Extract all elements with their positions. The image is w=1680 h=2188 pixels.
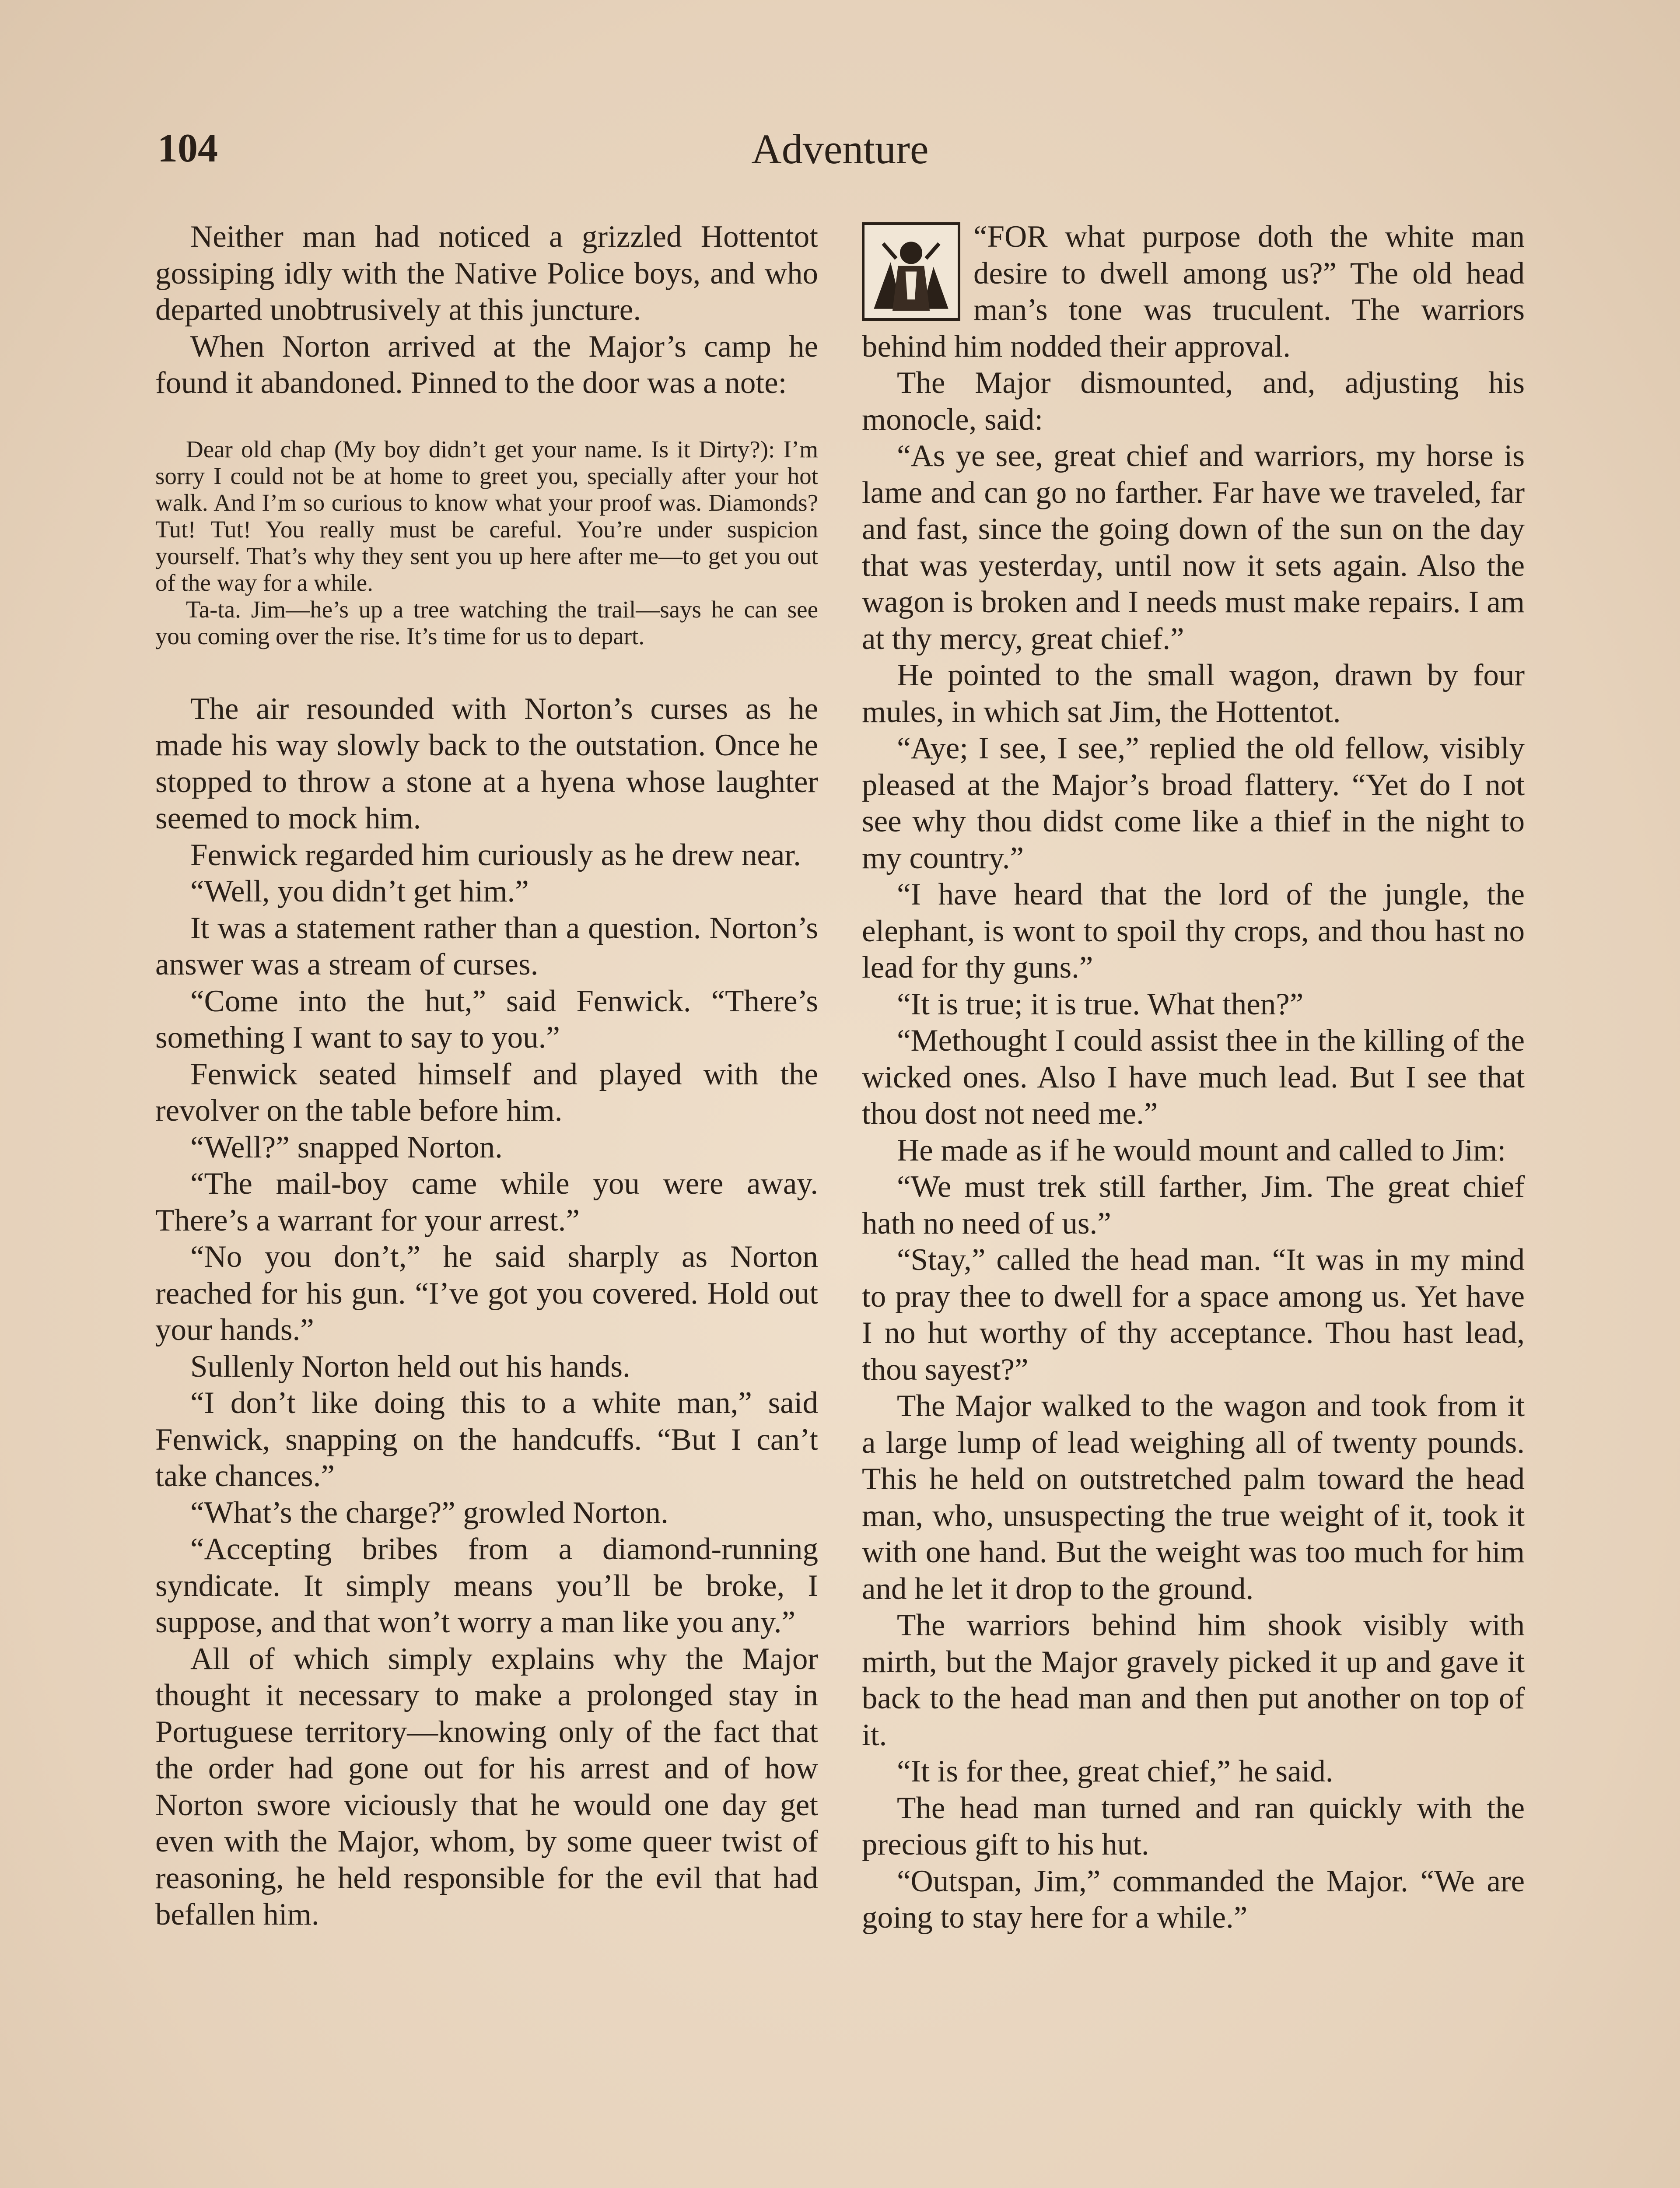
letter-paragraph: Dear old chap (My boy didn’t get your name. Is it Dirty?): I’m sorry I could not be at home to greet you, specially after your hot walk. And I’m so curious to know what your proof was. Diamonds? Tut! Tut! You really must be careful. You’re under suspicion yourself. That’s why they sent you up here after me—to get you out of the way for a while. [155,435,818,596]
paragraph: The air resounded with Norton’s curses as he made his way slowly back to the outstation. Once he stopped to throw a stone at a hyena whose laughter seemed to mock him. [155,691,818,835]
paragraph: “What’s the charge?” growled Norton. [190,1495,668,1530]
paragraph: “We must trek still farther, Jim. The great chief hath no need of us.” [862,1170,1525,1241]
paragraph: The warriors behind him shook visibly with mirth, but the Major gravely picked it up and gave it back to the head man and then put another on top of it. [862,1608,1525,1752]
paragraph: The Major dismounted, and, adjusting his monocle, said: [862,366,1525,437]
paragraph: Fenwick regarded him curiously as he drew near. [190,838,801,872]
note-letter [155,436,818,649]
paragraph: It was a statement rather than a question. Norton’s answer was a stream of curses. [155,911,818,982]
paragraph: The Major walked to the wagon and took from it a large lump of lead weighing all of twenty pounds. This he held on outstretched palm toward the head man, who, unsuspecting the true weight of it, took it with one hand. But the weight was too much for him and he let it drop to the ground. [862,1389,1525,1606]
left-column [155,219,818,1933]
page-header [158,125,1522,186]
paragraph: Fenwick seated himself and played with the revolver on the table before him. [155,1057,818,1128]
paragraph: “Methought I could assist thee in the killing of the wicked ones. Also I have much lead. But I see that thou dost not need me.” [862,1024,1525,1131]
paragraph: “Well, you didn’t get him.” [190,874,529,908]
paragraph: “The mail-boy came while you were away. There’s a warrant for your arrest.” [155,1167,818,1238]
paragraph: “As ye see, great chief and warriors, my horse is lame and can go no farther. Far have we traveled, far and fast, since the going down of the sun on the day that was yesterday, until now it sets again. Also the wagon is broken and I needs must make repairs. I am at thy mercy, great chief.” [862,439,1525,656]
paragraph: He pointed to the small wagon, drawn by four mules, in which sat Jim, the Hottentot. [862,658,1525,729]
paragraph: “I have heard that the lord of the jungle, the elephant, is wont to spoil thy crops, and thou hast no lead for thy guns.” [862,877,1525,985]
paragraph: “FOR what purpose doth the white man desire to dwell among us?” The old head man’s tone was truculent. The warriors behind him nodded their approval. [862,220,1525,364]
paragraph: He made as if he would mount and called to Jim: [897,1133,1506,1168]
paragraph: “Accepting bribes from a diamond-running syndicate. It simply means you’ll be broke, I suppose, and that won’t worry a man like you any.” [155,1532,818,1639]
paragraph: “Well?” snapped Norton. [190,1130,503,1164]
paragraph: Neither man had noticed a grizzled Hottentot gossiping idly with the Native Police boys, and who departed unobtrusively at this juncture. [155,220,818,327]
paragraph: “Stay,” called the head man. “It was in my mind to pray thee to dwell for a space among us. Yet have I no hut worthy of thy acceptance. Thou hast lead, thou sayest?” [862,1243,1525,1387]
paragraph: The head man turned and ran quickly with the precious gift to his hut. [862,1791,1525,1862]
running-title: Adventure [751,126,929,172]
paragraph: “No you don’t,” he said sharply as Norton reached for his gun. “I’ve got you covered. Hold out your hands.” [155,1240,818,1347]
paragraph: “Aye; I see, I see,” replied the old fellow, visibly pleased at the Major’s broad flattery. “Yet do I not see why thou didst come like a thief in the night to my country.” [862,731,1525,875]
letter-paragraph: Ta-ta. Jim—he’s up a tree watching the trail—says he can see you coming over the rise. It’s time for us to depart. [155,596,818,649]
page-number: 104 [158,126,218,170]
paragraph: “It is for thee, great chief,” he said. [897,1754,1334,1788]
warrior-figure-icon [864,225,958,318]
paragraph: All of which simply explains why the Major thought it necessary to make a prolonged stay in Portuguese territory—knowing only of the fact that the order had gone out for his arrest and of how Norton swore viciously that he would one day get even with the Major, whom, by some queer twist of reasoning, he held responsible for the evil that had befallen him. [155,1641,818,1932]
paragraph: “Come into the hut,” said Fenwick. “There’s something I want to say to you.” [155,984,818,1055]
paragraph: “Outspan, Jim,” commanded the Major. “We are going to stay here for a while.” [862,1864,1525,1935]
section-ornament-icon [862,222,960,321]
paragraph: “It is true; it is true. What then?” [897,987,1304,1021]
right-column [862,219,1525,1936]
paragraph: When Norton arrived at the Major’s camp he found it abandoned. Pinned to the door was a note: [155,329,818,400]
paragraph: Sullenly Norton held out his hands. [190,1349,630,1384]
paragraph: “I don’t like doing this to a white man,” said Fenwick, snapping on the handcuffs. “But I can’t take chances.” [155,1386,818,1493]
